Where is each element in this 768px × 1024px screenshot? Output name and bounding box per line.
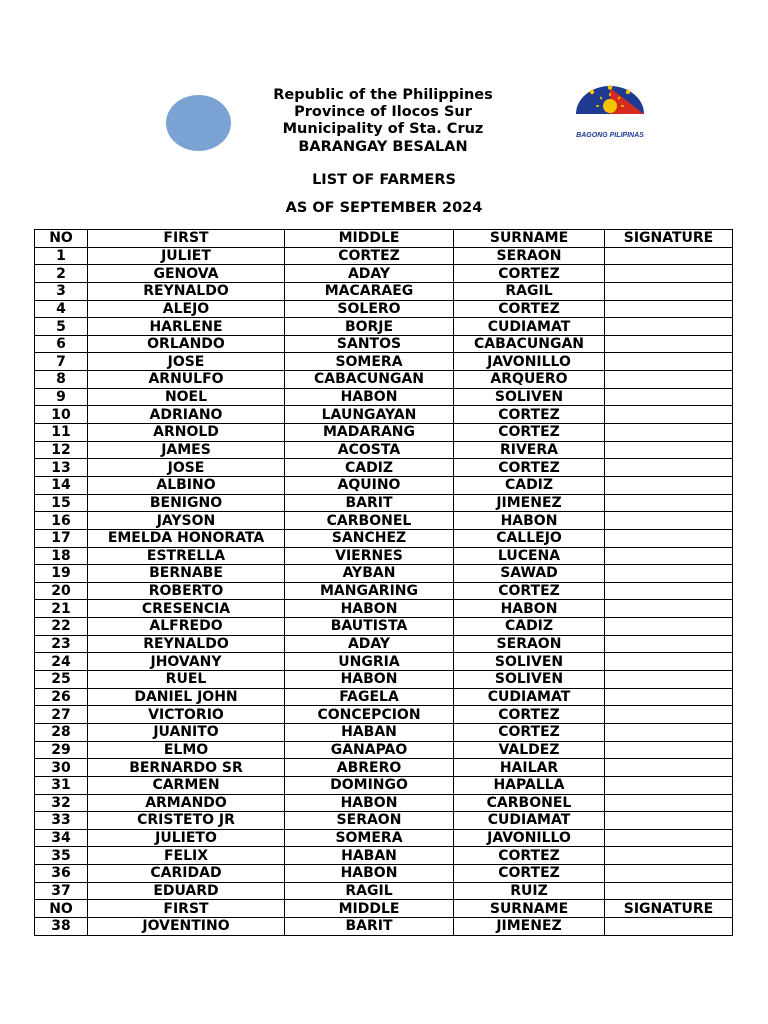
cell-middle-name: AQUINO	[285, 476, 454, 494]
cell-no: 33	[35, 812, 88, 830]
table-row	[35, 247, 733, 265]
cell-signature: SIGNATURE	[605, 900, 733, 918]
cell-first-name: ADRIANO	[88, 406, 285, 424]
cell-surname: SOLIVEN	[454, 388, 605, 406]
cell-surname: VALDEZ	[454, 741, 605, 759]
cell-no: 10	[35, 406, 88, 424]
cell-surname: CORTEZ	[454, 706, 605, 724]
cell-surname: JAVONILLO	[454, 829, 605, 847]
cell-no: 6	[35, 335, 88, 353]
cell-middle-name: RAGIL	[285, 882, 454, 900]
cell-signature	[605, 547, 733, 565]
cell-first-name: ROBERTO	[88, 582, 285, 600]
table-row	[35, 371, 733, 389]
cell-first-name: CRISTETO JR	[88, 812, 285, 830]
cell-first-name: GENOVA	[88, 265, 285, 283]
cell-first-name: JULIET	[88, 247, 285, 265]
cell-no: 8	[35, 371, 88, 389]
cell-middle-name: MADARANG	[285, 424, 454, 442]
cell-surname: CADIZ	[454, 618, 605, 636]
cell-signature	[605, 494, 733, 512]
cell-no: 34	[35, 829, 88, 847]
cell-no: 11	[35, 424, 88, 442]
cell-no: 2	[35, 265, 88, 283]
table-row	[35, 653, 733, 671]
cell-signature	[605, 459, 733, 477]
cell-surname: RUIZ	[454, 882, 605, 900]
cell-surname: SOLIVEN	[454, 671, 605, 689]
cell-middle-name: HABON	[285, 671, 454, 689]
cell-signature	[605, 424, 733, 442]
cell-first-name: JAMES	[88, 441, 285, 459]
cell-no: 20	[35, 582, 88, 600]
cell-middle-name: CARBONEL	[285, 512, 454, 530]
cell-surname: CORTEZ	[454, 865, 605, 883]
table-row	[35, 759, 733, 777]
cell-middle-name: MIDDLE	[285, 900, 454, 918]
list-title: LIST OF FARMERS	[312, 172, 456, 188]
cell-no: 29	[35, 741, 88, 759]
cell-first-name: FELIX	[88, 847, 285, 865]
header-no: NO	[35, 230, 88, 248]
cell-middle-name: CORTEZ	[285, 247, 454, 265]
cell-signature	[605, 882, 733, 900]
cell-no: 7	[35, 353, 88, 371]
cell-no: 23	[35, 635, 88, 653]
table-row	[35, 671, 733, 689]
cell-surname: CORTEZ	[454, 582, 605, 600]
cell-middle-name: SOMERA	[285, 353, 454, 371]
cell-surname: SURNAME	[454, 900, 605, 918]
cell-middle-name: SANTOS	[285, 335, 454, 353]
cell-middle-name: MACARAEG	[285, 282, 454, 300]
cell-signature	[605, 565, 733, 583]
cell-middle-name: FAGELA	[285, 688, 454, 706]
cell-surname: CARBONEL	[454, 794, 605, 812]
cell-middle-name: BARIT	[285, 494, 454, 512]
cell-middle-name: HABAN	[285, 723, 454, 741]
cell-no: 24	[35, 653, 88, 671]
header-line-municipality: Municipality of Sta. Cruz	[282, 121, 484, 138]
cell-first-name: RUEL	[88, 671, 285, 689]
cell-signature	[605, 917, 733, 935]
cell-middle-name: HABON	[285, 794, 454, 812]
cell-first-name: JOSE	[88, 353, 285, 371]
cell-surname: CUDIAMAT	[454, 812, 605, 830]
cell-first-name: ESTRELLA	[88, 547, 285, 565]
cell-surname: CORTEZ	[454, 847, 605, 865]
cell-middle-name: HABON	[285, 865, 454, 883]
cell-no: 13	[35, 459, 88, 477]
cell-surname: JIMENEZ	[454, 917, 605, 935]
cell-surname: SERAON	[454, 247, 605, 265]
cell-first-name: ARNULFO	[88, 371, 285, 389]
cell-signature	[605, 371, 733, 389]
cell-middle-name: VIERNES	[285, 547, 454, 565]
cell-signature	[605, 476, 733, 494]
table-row	[35, 512, 733, 530]
cell-first-name: EDUARD	[88, 882, 285, 900]
cell-surname: CUDIAMAT	[454, 688, 605, 706]
cell-first-name: JAYSON	[88, 512, 285, 530]
table-row	[35, 335, 733, 353]
cell-surname: CADIZ	[454, 476, 605, 494]
table-row	[35, 547, 733, 565]
cell-signature	[605, 582, 733, 600]
cell-no: 15	[35, 494, 88, 512]
cell-signature	[605, 282, 733, 300]
table-row	[35, 688, 733, 706]
cell-signature	[605, 847, 733, 865]
cell-middle-name: SANCHEZ	[285, 529, 454, 547]
cell-surname: ARQUERO	[454, 371, 605, 389]
table-row	[35, 847, 733, 865]
cell-surname: HABON	[454, 600, 605, 618]
list-date: AS OF SEPTEMBER 2024	[285, 200, 483, 216]
cell-first-name: CARIDAD	[88, 865, 285, 883]
table-row	[35, 706, 733, 724]
table-row	[35, 406, 733, 424]
table-row	[35, 618, 733, 636]
cell-signature	[605, 671, 733, 689]
table-header-row	[35, 230, 733, 248]
cell-no: 19	[35, 565, 88, 583]
document-header	[250, 87, 516, 156]
table-row	[35, 900, 733, 918]
cell-signature	[605, 829, 733, 847]
cell-signature	[605, 406, 733, 424]
cell-surname: CORTEZ	[454, 459, 605, 477]
table-row	[35, 600, 733, 618]
cell-signature	[605, 353, 733, 371]
cell-signature	[605, 512, 733, 530]
cell-middle-name: BARIT	[285, 917, 454, 935]
cell-surname: RIVERA	[454, 441, 605, 459]
cell-middle-name: BAUTISTA	[285, 618, 454, 636]
cell-surname: CORTEZ	[454, 406, 605, 424]
table-row	[35, 635, 733, 653]
cell-surname: CALLEJO	[454, 529, 605, 547]
cell-no: 4	[35, 300, 88, 318]
cell-signature	[605, 618, 733, 636]
cell-middle-name: ACOSTA	[285, 441, 454, 459]
cell-surname: HAPALLA	[454, 776, 605, 794]
cell-first-name: EMELDA HONORATA	[88, 529, 285, 547]
cell-surname: JIMENEZ	[454, 494, 605, 512]
cell-signature	[605, 706, 733, 724]
cell-first-name: ARNOLD	[88, 424, 285, 442]
table-row	[35, 388, 733, 406]
table-row	[35, 529, 733, 547]
cell-no: 14	[35, 476, 88, 494]
cell-middle-name: ABRERO	[285, 759, 454, 777]
cell-no: 1	[35, 247, 88, 265]
header-signature: SIGNATURE	[605, 230, 733, 248]
cell-middle-name: AYBAN	[285, 565, 454, 583]
bagong-pilipinas-logo	[570, 84, 650, 142]
cell-middle-name: LAUNGAYAN	[285, 406, 454, 424]
table-row	[35, 318, 733, 336]
cell-middle-name: SOLERO	[285, 300, 454, 318]
cell-first-name: ALEJO	[88, 300, 285, 318]
table-row	[35, 776, 733, 794]
cell-first-name: ELMO	[88, 741, 285, 759]
table-row	[35, 424, 733, 442]
cell-surname: CORTEZ	[454, 424, 605, 442]
cell-first-name: FIRST	[88, 900, 285, 918]
table-row	[35, 917, 733, 935]
table-row	[35, 353, 733, 371]
table-row	[35, 741, 733, 759]
cell-signature	[605, 723, 733, 741]
cell-no: 38	[35, 917, 88, 935]
cell-signature	[605, 653, 733, 671]
cell-first-name: VICTORIO	[88, 706, 285, 724]
cell-surname: CABACUNGAN	[454, 335, 605, 353]
table-row	[35, 582, 733, 600]
cell-signature	[605, 812, 733, 830]
cell-no: 36	[35, 865, 88, 883]
cell-signature	[605, 635, 733, 653]
cell-first-name: ARMANDO	[88, 794, 285, 812]
cell-no: 5	[35, 318, 88, 336]
cell-surname: JAVONILLO	[454, 353, 605, 371]
cell-middle-name: CABACUNGAN	[285, 371, 454, 389]
cell-middle-name: SERAON	[285, 812, 454, 830]
cell-first-name: JULIETO	[88, 829, 285, 847]
cell-no: 30	[35, 759, 88, 777]
cell-middle-name: CADIZ	[285, 459, 454, 477]
cell-first-name: ORLANDO	[88, 335, 285, 353]
cell-signature	[605, 759, 733, 777]
table-row	[35, 300, 733, 318]
cell-no: 12	[35, 441, 88, 459]
cell-first-name: ALBINO	[88, 476, 285, 494]
cell-middle-name: ADAY	[285, 635, 454, 653]
cell-signature	[605, 335, 733, 353]
cell-middle-name: BORJE	[285, 318, 454, 336]
table-row	[35, 265, 733, 283]
cell-first-name: JHOVANY	[88, 653, 285, 671]
table-row	[35, 459, 733, 477]
cell-first-name: REYNALDO	[88, 282, 285, 300]
header-line-republic: Republic of the Philippines	[273, 87, 493, 103]
header-middle: MIDDLE	[285, 230, 454, 248]
header-line-barangay: BARANGAY BESALAN	[298, 138, 468, 155]
cell-surname: CORTEZ	[454, 723, 605, 741]
logo-text: BAGONG PILIPINAS	[576, 132, 644, 139]
cell-no: 9	[35, 388, 88, 406]
table-row	[35, 723, 733, 741]
cell-surname: HAILAR	[454, 759, 605, 777]
cell-surname: CORTEZ	[454, 265, 605, 283]
cell-no: 21	[35, 600, 88, 618]
cell-first-name: HARLENE	[88, 318, 285, 336]
cell-signature	[605, 529, 733, 547]
cell-surname: CUDIAMAT	[454, 318, 605, 336]
cell-signature	[605, 865, 733, 883]
table-row	[35, 794, 733, 812]
cell-signature	[605, 741, 733, 759]
cell-signature	[605, 688, 733, 706]
cell-no: 28	[35, 723, 88, 741]
cell-no: 32	[35, 794, 88, 812]
cell-signature	[605, 794, 733, 812]
cell-surname: SERAON	[454, 635, 605, 653]
cell-signature	[605, 388, 733, 406]
cell-no: 31	[35, 776, 88, 794]
cell-first-name: ALFREDO	[88, 618, 285, 636]
cell-no: 16	[35, 512, 88, 530]
cell-surname: HABON	[454, 512, 605, 530]
cell-first-name: JOVENTINO	[88, 917, 285, 935]
cell-middle-name: HABON	[285, 600, 454, 618]
cell-surname: LUCENA	[454, 547, 605, 565]
table-row	[35, 565, 733, 583]
cell-first-name: BERNABE	[88, 565, 285, 583]
cell-no: 27	[35, 706, 88, 724]
table-row	[35, 476, 733, 494]
cell-first-name: NOEL	[88, 388, 285, 406]
cell-signature	[605, 441, 733, 459]
cell-middle-name: GANAPAO	[285, 741, 454, 759]
cell-first-name: BERNARDO SR	[88, 759, 285, 777]
cell-middle-name: HABAN	[285, 847, 454, 865]
cell-no: 25	[35, 671, 88, 689]
cell-middle-name: MANGARING	[285, 582, 454, 600]
cell-middle-name: CONCEPCION	[285, 706, 454, 724]
cell-no: 22	[35, 618, 88, 636]
cell-first-name: JOSE	[88, 459, 285, 477]
cell-signature	[605, 300, 733, 318]
cell-no: 26	[35, 688, 88, 706]
cell-no: NO	[35, 900, 88, 918]
cell-first-name: BENIGNO	[88, 494, 285, 512]
header-surname: SURNAME	[454, 230, 605, 248]
cell-surname: CORTEZ	[454, 300, 605, 318]
cell-first-name: REYNALDO	[88, 635, 285, 653]
cell-no: 35	[35, 847, 88, 865]
cell-first-name: DANIEL JOHN	[88, 688, 285, 706]
table-row	[35, 282, 733, 300]
cell-signature	[605, 265, 733, 283]
table-row	[35, 441, 733, 459]
cell-first-name: JUANITO	[88, 723, 285, 741]
cell-middle-name: HABON	[285, 388, 454, 406]
table-row	[35, 865, 733, 883]
cell-middle-name: UNGRIA	[285, 653, 454, 671]
cell-no: 17	[35, 529, 88, 547]
cell-signature	[605, 247, 733, 265]
farmers-table	[34, 229, 733, 936]
header-first: FIRST	[88, 230, 285, 248]
cell-no: 3	[35, 282, 88, 300]
table-row	[35, 494, 733, 512]
table-row	[35, 882, 733, 900]
cell-first-name: CRESENCIA	[88, 600, 285, 618]
cell-surname: SOLIVEN	[454, 653, 605, 671]
table-row	[35, 829, 733, 847]
cell-no: 18	[35, 547, 88, 565]
cell-middle-name: SOMERA	[285, 829, 454, 847]
cell-signature	[605, 600, 733, 618]
cell-middle-name: DOMINGO	[285, 776, 454, 794]
cell-first-name: CARMEN	[88, 776, 285, 794]
cell-signature	[605, 318, 733, 336]
cell-middle-name: ADAY	[285, 265, 454, 283]
cell-surname: RAGIL	[454, 282, 605, 300]
cell-surname: SAWAD	[454, 565, 605, 583]
cell-signature	[605, 776, 733, 794]
table-row	[35, 812, 733, 830]
cell-no: 37	[35, 882, 88, 900]
municipal-seal	[166, 95, 231, 151]
header-line-province: Province of Ilocos Sur	[294, 104, 472, 121]
